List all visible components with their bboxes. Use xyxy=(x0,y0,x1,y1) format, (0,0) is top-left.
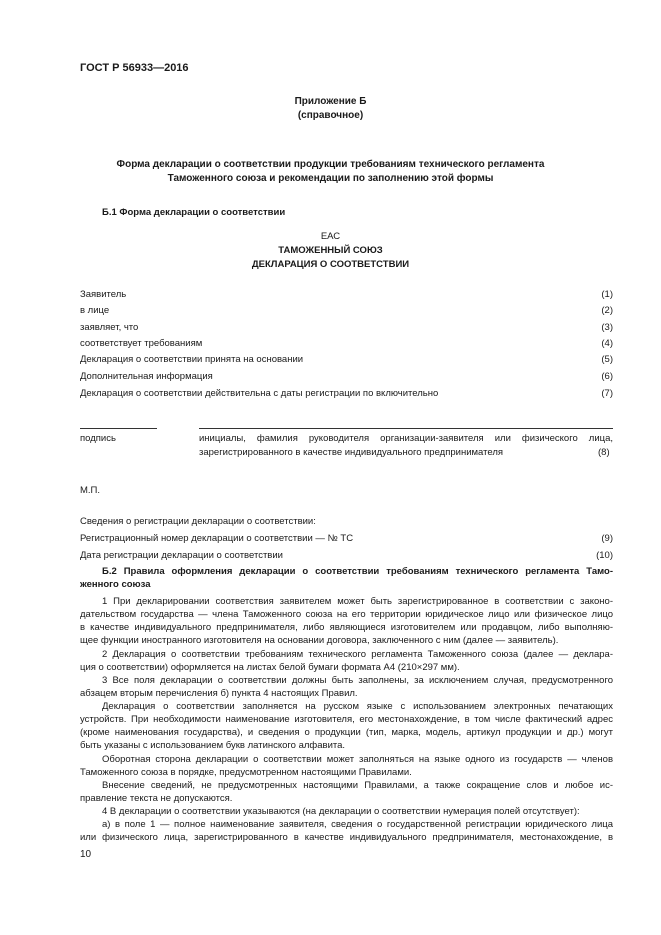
field-number: (6) xyxy=(601,371,613,382)
section2-heading-line2: женного союза xyxy=(80,579,151,590)
customs-union-title: ТАМОЖЕННЫЙ СОЮЗ xyxy=(278,245,383,256)
paragraph-line: 4 В декларации о соответствии указываются (на декларации о соответствии нумерация полей отсутствует): xyxy=(102,806,580,817)
eac-mark: ЕАС xyxy=(320,231,341,242)
field-number: (3) xyxy=(601,322,613,333)
paragraph-line: Декларация о соответствии заполняется на русском языке с использованием электронных печатающих xyxy=(102,701,613,712)
paragraph-line: 1 При декларировании соответствия заявителем может быть зарегистрированное в соответствии с законо- xyxy=(102,596,613,607)
field-number: (4) xyxy=(601,338,613,349)
paragraph-line: Таможенного союза в порядке, предусмотренном настоящими Правилами. xyxy=(80,767,412,778)
field-number: (7) xyxy=(601,388,613,399)
paragraph-reverse-side xyxy=(80,753,613,779)
paragraph-line: 3 Все поля декларации о соответствии должны быть заполнены, за исключением случая, предусмотренного xyxy=(102,675,613,686)
paragraph-3 xyxy=(80,674,613,700)
declaration-title: ДЕКЛАРАЦИЯ О СООТВЕТСТВИИ xyxy=(251,259,410,270)
paragraph-line: ция о соответствии) оформляется на листах белой бумаги формата А4 (210×297 мм). xyxy=(80,662,460,673)
signature-line xyxy=(80,428,157,429)
main-title-line1: Форма декларации о соответствии продукции требованиям технического регламента xyxy=(116,159,545,170)
paragraph-line: дательством государства — члена Таможенного союза на его территории юридическое лицо или физическое лицо xyxy=(80,609,613,620)
paragraph-corrections xyxy=(80,779,613,805)
page-number: 10 xyxy=(80,849,92,860)
field-label: Дополнительная информация xyxy=(80,371,213,382)
initials-caption-line2: зарегистрированного в качестве индивидуального предпринимателя xyxy=(199,447,504,458)
field-number: (5) xyxy=(601,354,613,365)
initials-caption-line1: инициалы, фамилия руководителя организации-заявителя или физического лица, xyxy=(199,433,613,444)
paragraph-line: (кроме наименования государства), и сведения о продукции (тип, марка, модель, артикул продукции и др.) могут xyxy=(80,727,613,738)
paragraph-line: устройств. При необходимости наименование изготовителя, его местонахождение, в том числе фактический адрес xyxy=(80,714,613,725)
paragraph-line: быть указаны с использованием букв латинского алфавита. xyxy=(80,740,346,751)
field-label: Декларация о соответствии действительна с даты регистрации по включительно xyxy=(80,388,439,399)
paragraph-line: абзацем вторым перечисления б) пункта 4 настоящих Правил. xyxy=(80,688,358,699)
registration-info-title: Сведения о регистрации декларации о соответствии: xyxy=(80,516,316,527)
paragraph-1 xyxy=(80,595,613,647)
field-label: Регистрационный номер декларации о соответствии — № ТС xyxy=(80,533,354,544)
paragraph-line: или физического лица, зарегистрированного в качестве индивидуального предпринимателя, местонахождение, в xyxy=(80,832,613,843)
paragraph-4a xyxy=(80,818,613,844)
paragraph-line: щее функции иностранного изготовителя на основании договора, заключенного с ним (далее — заявитель). xyxy=(80,635,559,646)
paragraph-4 xyxy=(80,805,613,818)
field-label: Декларация о соответствии принята на основании xyxy=(80,354,304,365)
paragraph-line: Оборотная сторона декларации о соответствии может заполняться на языке одного из государств — членов xyxy=(102,754,613,765)
section2-heading-line1: Б.2 Правила оформления декларации о соответствии требованиям технического регламента Тамо- xyxy=(102,566,613,577)
paragraph-line: Внесение сведений, не предусмотренных настоящими Правилами, а также сокращение слов и любое ис- xyxy=(102,780,613,791)
paragraph-language xyxy=(80,700,613,752)
signature-label: подпись xyxy=(80,433,116,444)
field-label: в лице xyxy=(80,305,110,316)
document-number: ГОСТ Р 56933—2016 xyxy=(80,62,189,74)
initials-number: (8) xyxy=(598,447,610,458)
field-label: заявляет, что xyxy=(80,322,139,333)
stamp-place: М.П. xyxy=(80,485,101,496)
paragraph-line: а) в поле 1 — полное наименование заявителя, сведения о государственной регистрации юридического лица xyxy=(102,819,613,830)
appendix-note: (справочное) xyxy=(297,110,364,121)
field-label: Заявитель xyxy=(80,289,127,300)
initials-line xyxy=(199,428,613,429)
field-number: (2) xyxy=(601,305,613,316)
paragraph-line: 2 Декларация о соответствии требованиям технического регламента Таможенного союза (далее — деклара- xyxy=(102,649,613,660)
field-number: (9) xyxy=(601,533,613,544)
appendix-title: Приложение Б xyxy=(294,96,367,107)
paragraph-2 xyxy=(80,648,613,674)
paragraph-line: правление текста не допускаются. xyxy=(80,793,233,804)
field-number: (1) xyxy=(601,289,613,300)
paragraph-line: в качестве индивидуального предпринимателя, либо являющиеся изготовителем или продавцом, либо выполняю- xyxy=(80,622,613,633)
section1-heading: Б.1 Форма декларации о соответствии xyxy=(102,207,286,218)
field-label: Дата регистрации декларации о соответствии xyxy=(80,550,283,561)
field-label: соответствует требованиям xyxy=(80,338,203,349)
main-title-line2: Таможенного союза и рекомендации по заполнению этой формы xyxy=(167,173,494,184)
field-number: (10) xyxy=(596,550,613,561)
